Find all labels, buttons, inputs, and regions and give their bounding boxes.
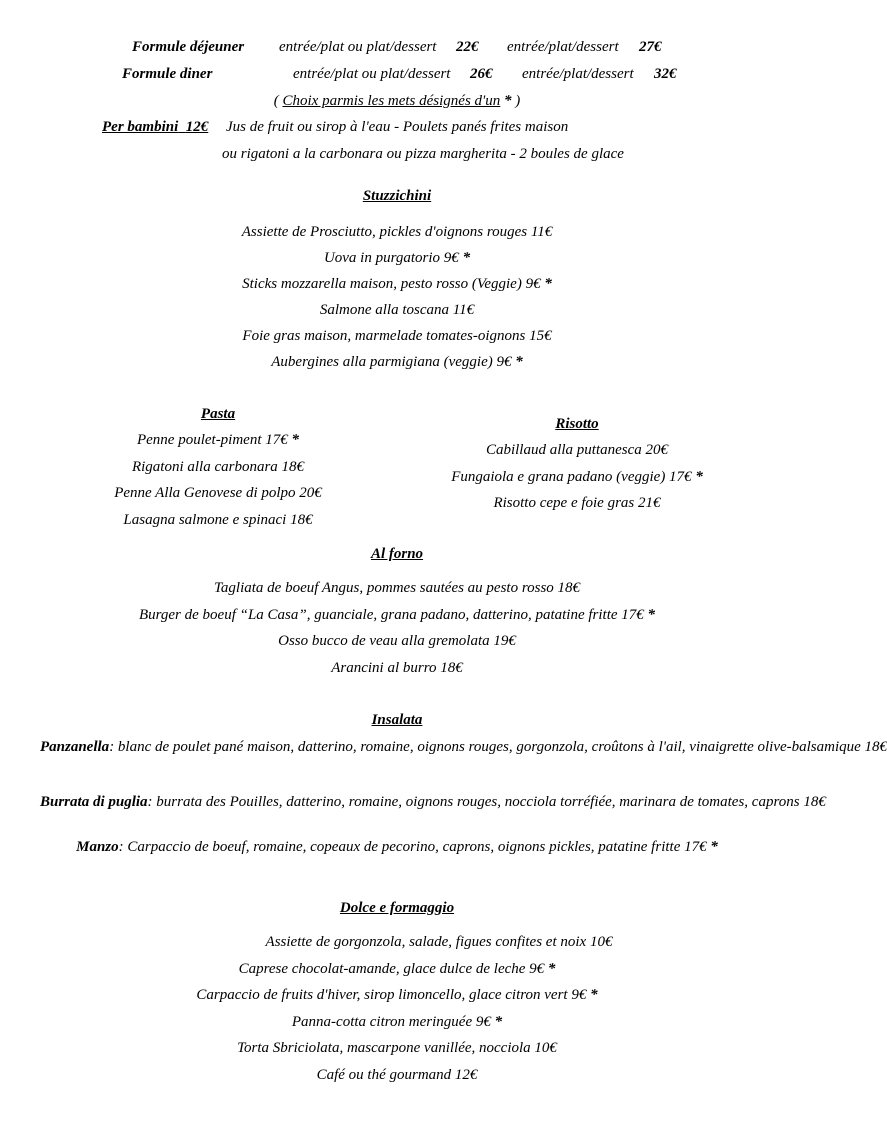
star-marker: *	[287, 432, 300, 448]
menu-item-text: Arancini al burro 18€	[331, 659, 463, 676]
menu-item	[0, 633, 794, 650]
formule-dejeuner-option-2: entrée/plat/dessert	[507, 39, 619, 55]
risotto-title: Risotto	[555, 416, 599, 432]
insalata-item	[40, 793, 826, 811]
bambini-line-1: Jus de fruit ou sirop à l'eau - Poulets panés frites maison	[226, 119, 569, 135]
menu-item-text: Foie gras maison, marmelade tomates-oignons 15€	[242, 328, 552, 344]
stuzzichini-title: Stuzzichini	[362, 188, 432, 204]
star-marker: *	[458, 250, 471, 266]
pasta-title: Pasta	[200, 406, 236, 422]
menu-item	[0, 302, 794, 319]
star-marker: *	[544, 960, 556, 977]
star-marker: *	[691, 468, 703, 485]
menu-item-text: Rigatoni alla carbonara 18€	[131, 458, 305, 475]
menu-item	[0, 1067, 794, 1084]
formule-dejeuner-price-1: 22€	[456, 39, 479, 55]
menu-item-text: Tagliata de boeuf Angus, pommes sautées au pesto rosso 18€	[213, 580, 581, 596]
formule-dejeuner-row	[0, 39, 794, 59]
menu-item	[0, 224, 794, 241]
menu-item	[0, 1040, 794, 1057]
insalata-item-name: Manzo	[76, 839, 119, 855]
menu-item-text: Penne poulet-piment 17€	[136, 432, 288, 448]
menu-item-text: Aubergines alla parmigiana (veggie) 9€	[271, 354, 512, 370]
dolce-title: Dolce e formaggio	[339, 900, 455, 916]
insalata-title: Insalata	[371, 712, 423, 728]
formule-dejeuner-label: Formule déjeuner	[132, 39, 245, 55]
menu-item-text: Risotto cepe e foie gras 21€	[493, 495, 661, 511]
menu-item-text: Sticks mozzarella maison, pesto rosso (Veggie) 9€	[242, 276, 541, 292]
star-marker: *	[643, 606, 656, 623]
menu-item-text: Fungaiola e grana padano (veggie) 17€	[451, 468, 692, 485]
menu-item-text: Torta Sbriciolata, mascarpone vanillée, nocciola 10€	[237, 1040, 557, 1056]
menu-item	[68, 459, 368, 476]
menu-item	[427, 442, 727, 459]
menu-item	[0, 660, 794, 677]
menu-item-text: Salmone alla toscana 11€	[319, 302, 475, 318]
menu-item	[68, 432, 368, 449]
insalata-item-name: Burrata di puglia	[40, 794, 148, 810]
menu-item	[0, 580, 794, 597]
menu-item	[68, 512, 368, 529]
formule-diner-price-1: 26€	[470, 66, 493, 82]
insalata-item-desc: : blanc de poulet pané maison, datterino, romaine, oignons rouges, gorgonzola, croûtons à l'ail, vinaigrette olive-balsamique 18€	[109, 739, 887, 755]
formule-dejeuner-price-2: 27€	[639, 39, 662, 55]
formule-choix-note: ( Choix parmis les mets désignés d'un * )	[273, 93, 521, 109]
bambini-row	[102, 119, 568, 136]
choix-text: Choix parmis les mets désignés d'un	[282, 93, 501, 109]
insalata-item-desc: : burrata des Pouilles, datterino, romaine, oignons rouges, nocciola torréfiée, marinara de tomates, caprons 18€	[147, 794, 826, 810]
star-marker: *	[586, 987, 598, 1003]
menu-item-text: Uova in purgatorio 9€	[323, 250, 459, 266]
menu-item-text: Caprese chocolat-amande, glace dulce de leche 9€	[238, 960, 545, 977]
insalata-item-name: Panzanella	[40, 739, 110, 755]
menu-item	[0, 328, 794, 345]
formule-diner-label: Formule diner	[122, 66, 213, 82]
star-marker: *	[511, 354, 523, 370]
star-marker: *	[706, 839, 718, 855]
formule-diner-price-2: 32€	[654, 66, 677, 82]
menu-item-text: Burger de boeuf “La Casa”, guanciale, grana padano, datterino, patatine fritte 17€	[138, 606, 644, 623]
formule-diner-row	[0, 66, 794, 86]
menu-item	[42, 934, 836, 951]
menu-item-text: Penne Alla Genovese di polpo 20€	[114, 485, 322, 501]
menu-item-text: Carpaccio de fruits d'hiver, sirop limoncello, glace citron vert 9€	[196, 987, 587, 1003]
menu-item	[0, 354, 794, 371]
menu-item	[68, 485, 368, 502]
insalata-item	[40, 738, 887, 756]
star-marker: *	[504, 93, 512, 109]
al-forno-title: Al forno	[370, 546, 424, 562]
bambini-label: Per bambini 12€	[102, 119, 209, 135]
menu-item	[0, 961, 794, 978]
menu-item-text: Panna-cotta citron meringuée 9€	[291, 1013, 491, 1030]
menu-item	[0, 607, 794, 624]
star-marker: *	[490, 1013, 503, 1030]
menu-item-text: Assiette de gorgonzola, salade, figues confites et noix 10€	[265, 934, 613, 950]
menu-item-text: Café ou thé gourmand 12€	[316, 1066, 478, 1083]
menu-item-text: Assiette de Prosciutto, pickles d'oignons rouges 11€	[241, 224, 553, 240]
menu-item	[427, 469, 727, 486]
bambini-line-2: ou rigatoni a la carbonara ou pizza margherita - 2 boules de glace	[222, 146, 624, 162]
star-marker: *	[540, 276, 552, 292]
menu-item-text: Cabillaud alla puttanesca 20€	[485, 442, 669, 458]
menu-item	[0, 250, 794, 267]
menu-item	[427, 495, 727, 512]
menu-item	[0, 276, 794, 293]
menu-item-text: Osso bucco de veau alla gremolata 19€	[278, 633, 516, 649]
insalata-item	[40, 838, 754, 856]
formule-diner-option-2: entrée/plat/dessert	[522, 66, 634, 82]
menu-item	[0, 1014, 794, 1031]
formule-diner-option-1: entrée/plat ou plat/dessert	[293, 66, 451, 82]
formule-dejeuner-option-1: entrée/plat ou plat/dessert	[279, 39, 437, 55]
menu-item-text: Lasagna salmone e spinaci 18€	[123, 511, 313, 528]
insalata-item-desc: : Carpaccio de boeuf, romaine, copeaux de pecorino, caprons, oignons pickles, patatine fritte 17€	[118, 839, 707, 855]
menu-item	[0, 987, 794, 1004]
